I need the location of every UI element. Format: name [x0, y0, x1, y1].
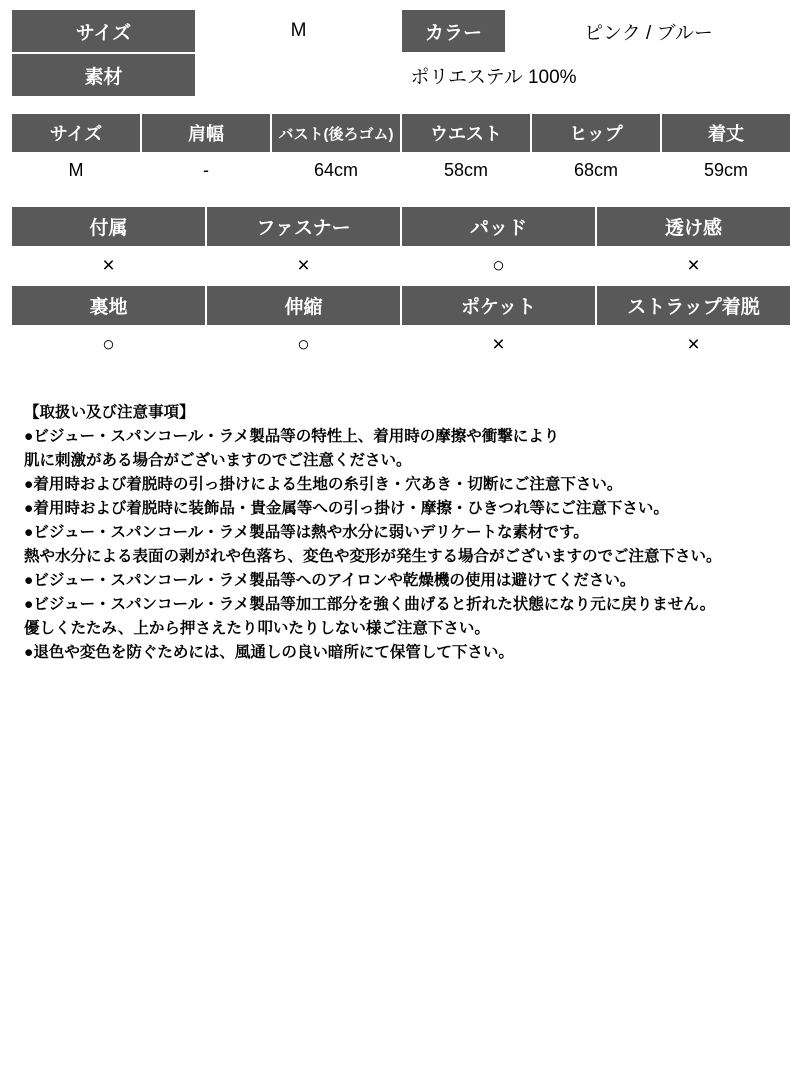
measure-header-length: 着丈 — [661, 113, 791, 153]
table-row — [11, 9, 791, 53]
spec-label-material: 素材 — [11, 53, 196, 97]
measure-value-shoulder: - — [141, 153, 271, 188]
measure-header-size: サイズ — [11, 113, 141, 153]
notes-line: 熱や水分による表面の剥がれや色落ち、変色や変形が発生する場合がございますのでご注意下さい。 — [24, 548, 722, 566]
feature-value-sheerness: × — [596, 247, 791, 285]
notes-title: 【取扱い及び注意事項】 — [24, 404, 195, 421]
care-notes — [10, 401, 790, 665]
measure-header-waist: ウエスト — [401, 113, 531, 153]
table-row — [11, 53, 791, 97]
table-row — [11, 326, 791, 364]
measure-value-length: 59cm — [661, 153, 791, 188]
notes-line: ●退色や変色を防ぐためには、風通しの良い暗所にて保管して下さい。 — [24, 644, 514, 662]
table-row — [11, 247, 791, 285]
measure-value-hip: 68cm — [531, 153, 661, 188]
feature-value-pad: ○ — [401, 247, 596, 285]
feature-header-strap-removable: ストラップ着脱 — [596, 285, 791, 326]
feature-table — [10, 205, 792, 365]
measure-header-bust: バスト(後ろゴム) — [271, 113, 401, 153]
notes-line: 肌に刺激がある場合がございますのでご注意ください。 — [24, 452, 412, 470]
feature-header-pad: パッド — [401, 206, 596, 247]
feature-header-accessory: 付属 — [11, 206, 206, 247]
feature-value-accessory: × — [11, 247, 206, 285]
notes-line: ●着用時および着脱時の引っ掛けによる生地の糸引き・穴あき・切断にご注意下さい。 — [24, 476, 623, 494]
feature-header-zipper: ファスナー — [206, 206, 401, 247]
feature-value-strap-removable: × — [596, 326, 791, 364]
notes-line: ●着用時および着脱時に装飾品・貴金属等への引っ掛け・摩擦・ひきつれ等にご注意下さい。 — [24, 500, 669, 518]
feature-value-zipper: × — [206, 247, 401, 285]
spec-value-material: ポリエステル 100% — [196, 53, 791, 97]
feature-header-lining: 裏地 — [11, 285, 206, 326]
spec-label-color: カラー — [401, 9, 506, 53]
spec-table — [10, 8, 792, 98]
feature-value-stretch: ○ — [206, 326, 401, 364]
feature-value-pocket: × — [401, 326, 596, 364]
feature-header-stretch: 伸縮 — [206, 285, 401, 326]
measurement-table — [10, 112, 792, 189]
spec-value-color: ピンク / ブルー — [506, 9, 791, 53]
notes-line: ●ビジュー・スパンコール・ラメ製品等の特性上、着用時の摩擦や衝撃により — [24, 428, 560, 446]
spec-value-size: M — [196, 9, 401, 53]
notes-line: ●ビジュー・スパンコール・ラメ製品等は熱や水分に弱いデリケートな素材です。 — [24, 524, 589, 542]
notes-line: 優しくたたみ、上から押さえたり叩いたりしない様ご注意下さい。 — [24, 620, 490, 638]
spec-label-size: サイズ — [11, 9, 196, 53]
table-header-row — [11, 113, 791, 153]
feature-header-pocket: ポケット — [401, 285, 596, 326]
measure-value-waist: 58cm — [401, 153, 531, 188]
table-row — [11, 153, 791, 188]
notes-line: ●ビジュー・スパンコール・ラメ製品等へのアイロンや乾燥機の使用は避けてください。 — [24, 572, 636, 590]
feature-value-lining: ○ — [11, 326, 206, 364]
measure-header-hip: ヒップ — [531, 113, 661, 153]
measure-value-bust: 64cm — [271, 153, 401, 188]
table-header-row — [11, 285, 791, 326]
measure-value-size: M — [11, 153, 141, 188]
feature-header-sheerness: 透け感 — [596, 206, 791, 247]
measure-header-shoulder: 肩幅 — [141, 113, 271, 153]
table-header-row — [11, 206, 791, 247]
notes-line: ●ビジュー・スパンコール・ラメ製品等加工部分を強く曲げると折れた状態になり元に戻りません。 — [24, 596, 716, 614]
